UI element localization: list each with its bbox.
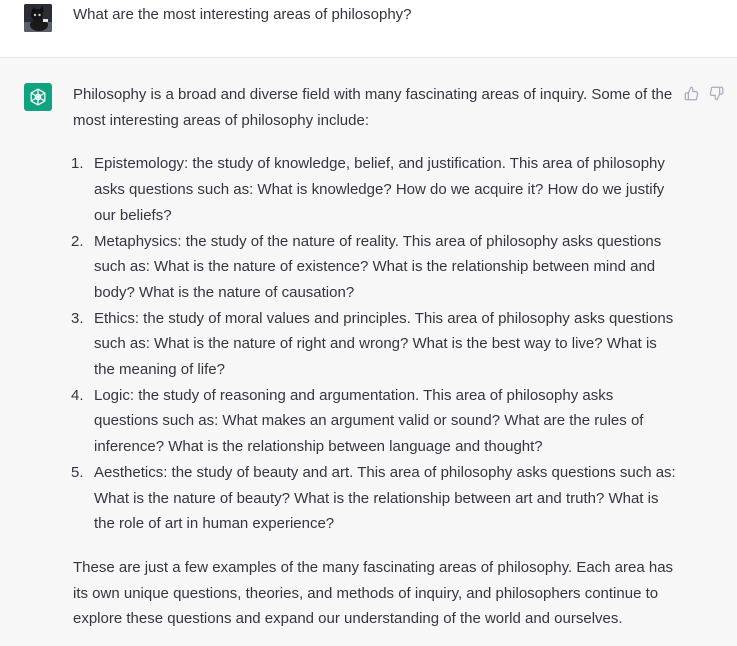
- areas-list: [73, 151, 681, 537]
- list-item-number: 3.: [71, 309, 84, 327]
- list-item-text: Aesthetics: the study of beauty and art. This area of philosophy asks questions such as: What is the nature of beauty? What is the relationship between art and truth? What is the role of art in human experience?: [94, 463, 676, 533]
- list-item: [73, 151, 680, 228]
- assistant-message-row: [0, 58, 737, 646]
- list-item-number: 4.: [71, 386, 84, 404]
- list-item-text: Logic: the study of reasoning and argumentation. This area of philosophy asks questions such as: What makes an argument valid or sound? What are the rules of inference? What is the relationship between language and thought?: [94, 386, 644, 456]
- user-avatar: [24, 4, 52, 32]
- list-item: [73, 306, 680, 383]
- thumbs-down-icon: [709, 86, 724, 101]
- thumbs-up-button[interactable]: [681, 82, 701, 104]
- list-item-text: Ethics: the study of moral values and principles. This area of philosophy asks questions such as: What is the nature of right and wrong? What is the best way to live? What is the meaning of life?: [94, 309, 674, 379]
- list-item-text: Epistemology: the study of knowledge, belief, and justification. This area of philosophy asks questions such as: What is knowledge? How do we acquire it? How do we justify our beliefs?: [94, 155, 665, 224]
- openai-logo-icon: [24, 83, 52, 111]
- assistant-message-body: [73, 82, 681, 632]
- list-item-number: 5.: [71, 463, 84, 481]
- list-item: [73, 229, 680, 306]
- list-item: [73, 460, 680, 537]
- user-message-text: What are the most interesting areas of philosophy?: [73, 6, 412, 23]
- thumbs-down-button[interactable]: [706, 82, 726, 104]
- message-closing: These are just a few examples of the many fascinating areas of philosophy. Each area has its own unique questions, theories, and methods of inquiry, and philosophers continue to explore these questions and expand our understanding of the world and ourselves.: [73, 558, 674, 628]
- list-item-text: Metaphysics: the study of the nature of reality. This area of philosophy asks questions such as: What is the nature of existence? What is the relationship between mind and body? What is the nature of causation?: [94, 232, 662, 301]
- thumbs-up-icon: [684, 86, 699, 101]
- message-intro: Philosophy is a broad and diverse field with many fascinating areas of inquiry. Some of the most interesting areas of philosophy include:: [73, 86, 673, 129]
- user-message-row: [0, 0, 737, 58]
- list-item-number: 2.: [71, 232, 84, 250]
- user-avatar-image: [24, 4, 52, 32]
- list-item: [73, 383, 680, 460]
- list-item-number: 1.: [71, 155, 84, 173]
